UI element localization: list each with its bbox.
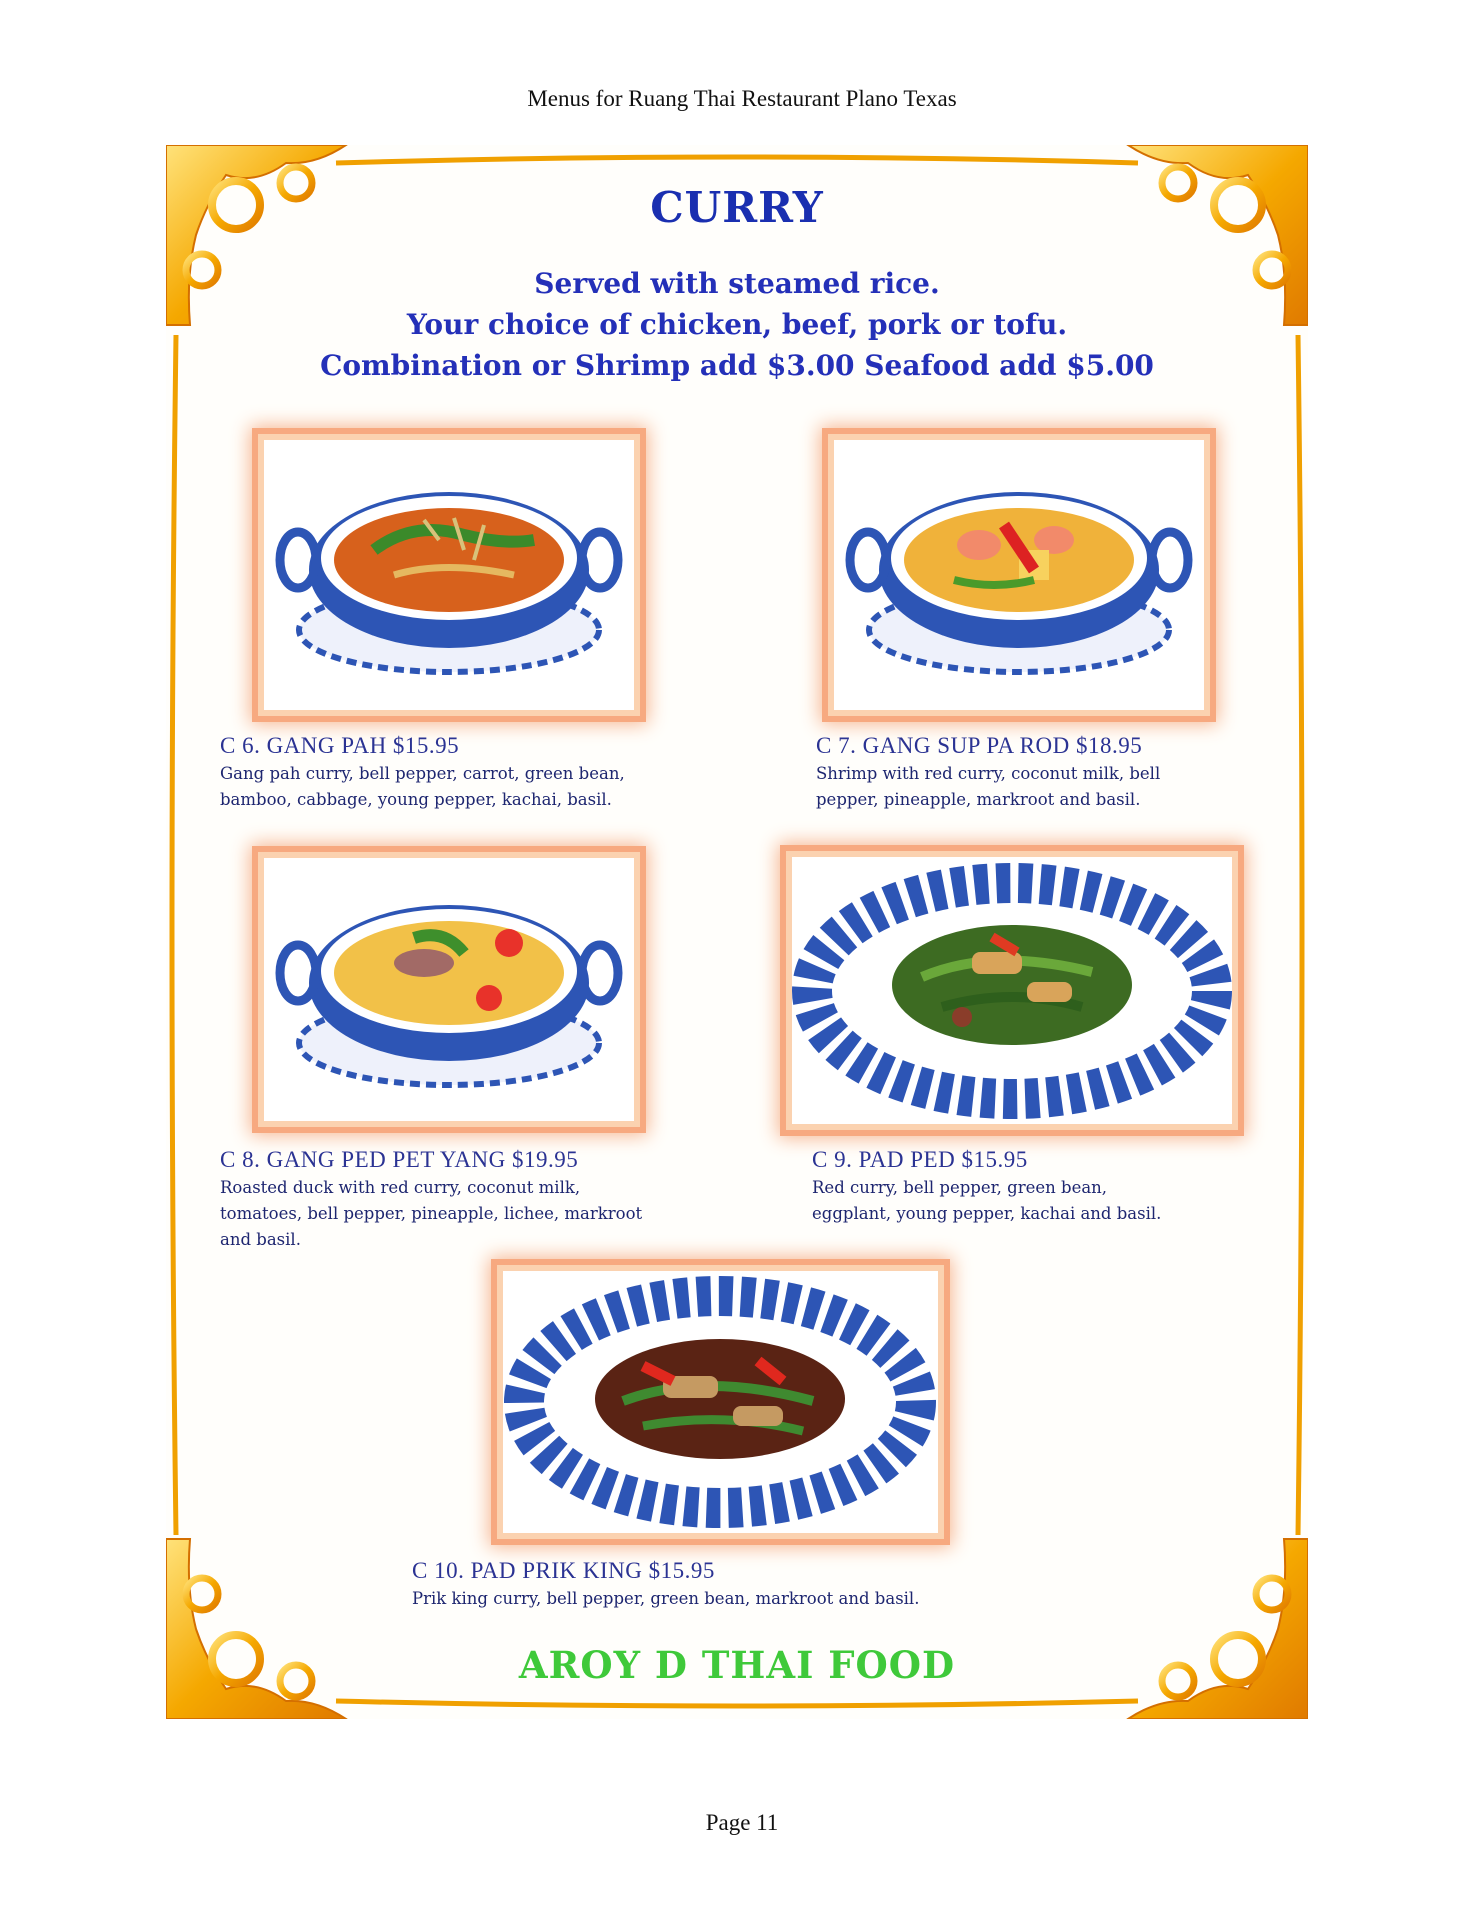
subtitle-line: Your choice of chicken, beef, pork or tofu. [406,308,1068,341]
description-line: and basil. [220,1230,301,1249]
menu-section-title: CURRY [650,183,824,232]
description-line: Roasted duck with red curry, coconut milk, [220,1178,581,1197]
menu-subtitle [166,263,1308,386]
item-description [220,1175,642,1253]
menu-item-c8 [220,1147,642,1253]
dish-photo-c6 [264,440,634,710]
dish-photo-c7 [834,440,1204,710]
dish-photo-c10 [503,1271,938,1533]
menu-item-c6 [220,733,625,813]
bowl-curry-photo [834,440,1204,710]
dish-photo-c8 [264,858,634,1121]
description-line: Gang pah curry, bell pepper, carrot, green bean, [220,764,625,783]
subtitle-line: Combination or Shrimp add $3.00 Seafood add $5.00 [320,349,1154,382]
page-header: Menus for Ruang Thai Restaurant Plano Texas [527,86,957,111]
description-line: tomatoes, bell pepper, pineapple, lichee, markroot [220,1204,643,1223]
item-description [412,1586,919,1612]
item-name: C 10. PAD PRIK KING $15.95 [412,1558,715,1583]
menu-tagline: AROY D THAI FOOD [518,1643,956,1687]
menu-item-c10 [412,1558,919,1612]
bowl-curry-photo [264,858,634,1121]
menu-card [166,145,1308,1719]
bowl-curry-photo [264,440,634,710]
menu-item-c9 [812,1147,1161,1227]
dish-photo-c9 [792,857,1232,1124]
item-name: C 8. GANG PED PET YANG $19.95 [220,1147,579,1172]
item-description [816,761,1160,813]
description-line: Shrimp with red curry, coconut milk, bell [816,764,1161,783]
item-name: C 6. GANG PAH $15.95 [220,733,460,758]
item-description [220,761,625,813]
description-line: bamboo, cabbage, young pepper, kachai, basil. [220,790,612,809]
item-name: C 7. GANG SUP PA ROD $18.95 [816,733,1143,758]
plate-stirfry-photo [792,857,1232,1124]
description-line: eggplant, young pepper, kachai and basil. [812,1204,1162,1223]
description-line: pepper, pineapple, markroot and basil. [816,790,1141,809]
item-name: C 9. PAD PED $15.95 [812,1147,1028,1172]
subtitle-line: Served with steamed rice. [534,267,940,300]
description-line: Prik king curry, bell pepper, green bean, markroot and basil. [412,1589,920,1608]
page-footer: Page 11 [705,1810,779,1835]
item-description [812,1175,1161,1227]
plate-stirfry-photo [503,1271,938,1533]
menu-item-c7 [816,733,1160,813]
corner-ornament-bottom-right [1128,1539,1308,1719]
corner-ornament-bottom-left [166,1539,346,1719]
description-line: Red curry, bell pepper, green bean, [812,1178,1108,1197]
